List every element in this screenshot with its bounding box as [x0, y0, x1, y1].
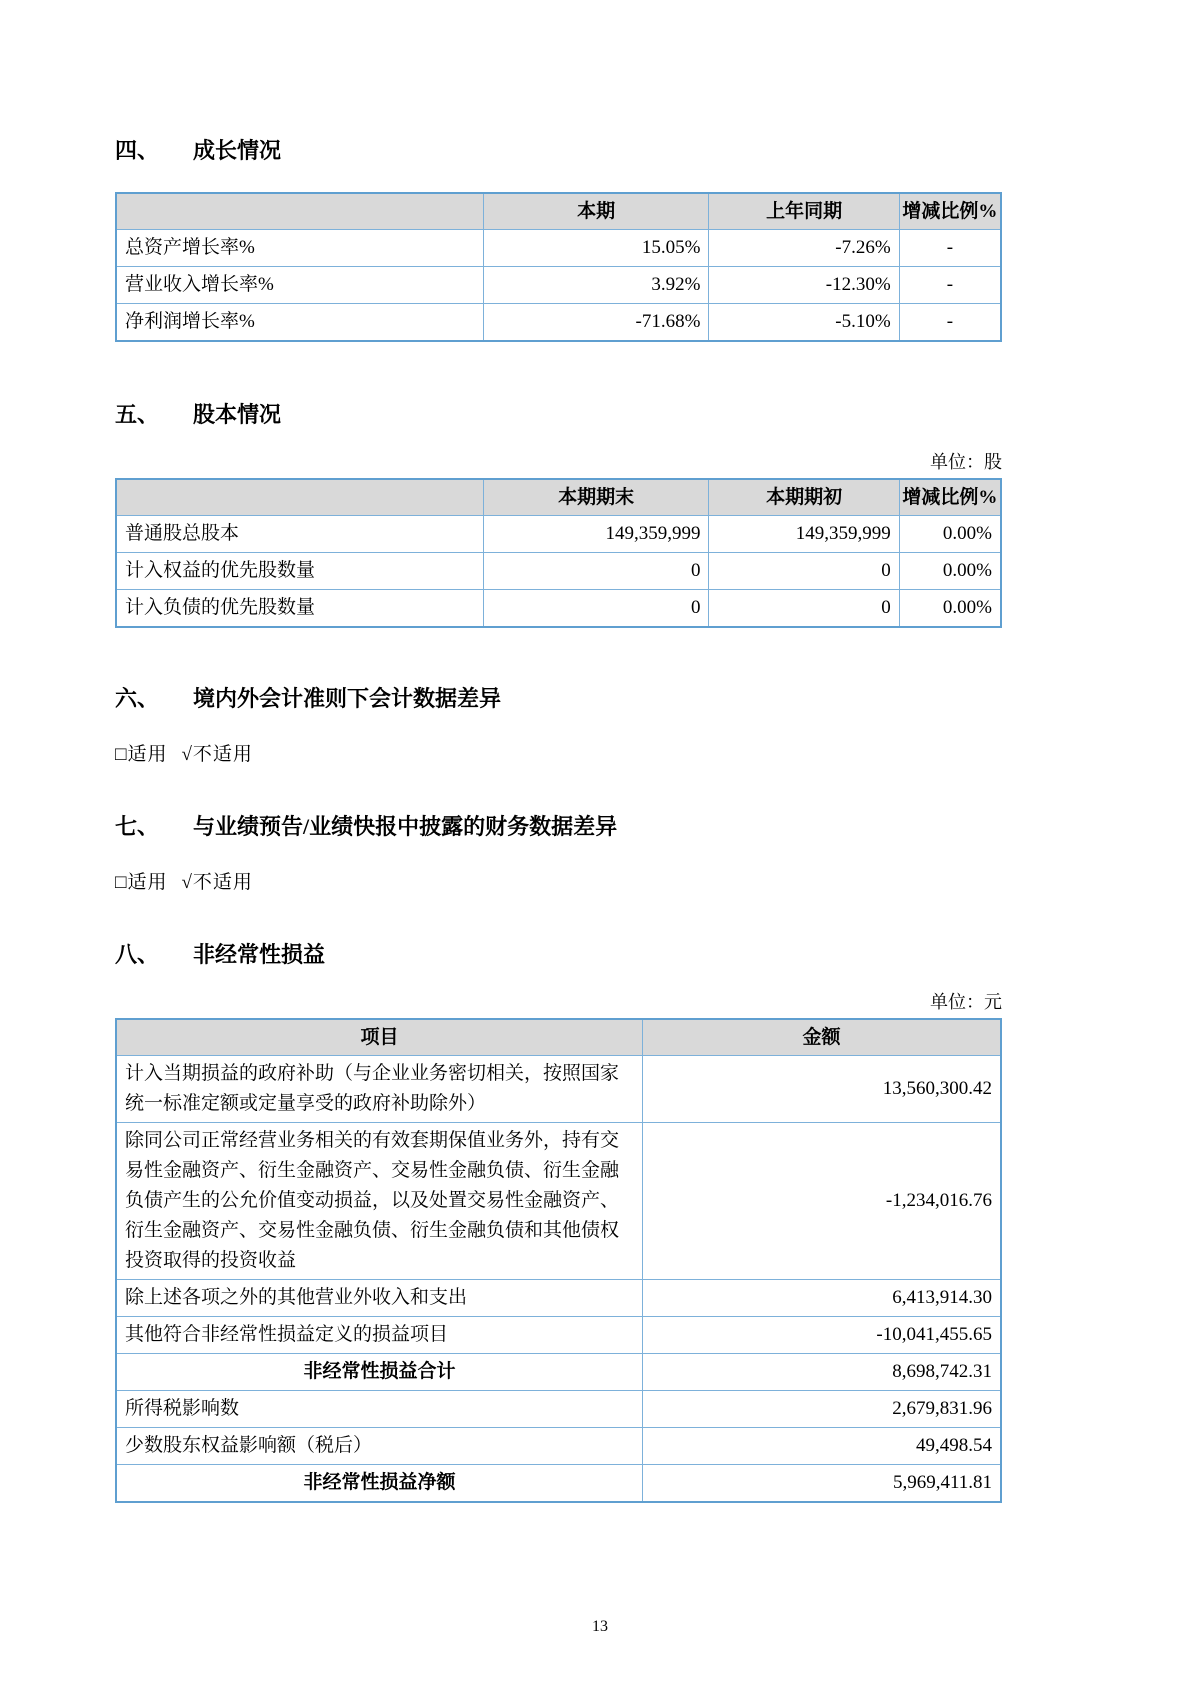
nonrecurring-row-label: 其他符合非经常性损益定义的损益项目 [116, 1317, 643, 1354]
share-row-begin: 0 [709, 553, 899, 590]
section-8-number: 八、 [115, 942, 160, 967]
section-6-number: 六、 [115, 686, 160, 711]
section-4-number: 四、 [115, 138, 160, 163]
section-5-number: 五、 [115, 402, 160, 427]
share-row-change: 0.00% [899, 516, 1001, 553]
nonrecurring-table-row [116, 1465, 1001, 1503]
section-5-heading [115, 400, 1002, 430]
nonrecurring-table-row [116, 1354, 1001, 1391]
share-header-change: 增减比例% [899, 479, 1001, 516]
nonrecurring-table-row [116, 1428, 1001, 1465]
nonrecurring-row-amount: 2,679,831.96 [643, 1391, 1001, 1428]
nonrecurring-table-header-row [116, 1019, 1001, 1056]
section-7-number: 七、 [115, 814, 160, 839]
growth-header-prior: 上年同期 [709, 193, 899, 230]
section-8-heading [115, 940, 1002, 970]
nonrecurring-row-amount: 5,969,411.81 [643, 1465, 1001, 1503]
section-6-title: 境内外会计准则下会计数据差异 [193, 686, 502, 711]
growth-table [115, 192, 1002, 342]
growth-row-current: -71.68% [483, 304, 709, 342]
nonrecurring-row-label: 非经常性损益净额 [116, 1465, 643, 1503]
section-7-title: 与业绩预告/业绩快报中披露的财务数据差异 [193, 814, 618, 839]
share-row-label: 普通股总股本 [116, 516, 483, 553]
section-5-title: 股本情况 [193, 402, 282, 427]
growth-row-change: - [899, 230, 1001, 267]
growth-header-change: 增减比例% [899, 193, 1001, 230]
share-row-label: 计入权益的优先股数量 [116, 553, 483, 590]
nonrecurring-row-label: 除上述各项之外的其他营业外收入和支出 [116, 1280, 643, 1317]
share-header-begin: 本期期初 [709, 479, 899, 516]
section-4-heading [115, 136, 1002, 166]
growth-row-prior: -5.10% [709, 304, 899, 342]
nonrecurring-table-row [116, 1056, 1001, 1123]
growth-row-current: 3.92% [483, 267, 709, 304]
share-row-begin: 0 [709, 590, 899, 628]
share-header-empty [116, 479, 483, 516]
growth-row-change: - [899, 267, 1001, 304]
share-row-end: 0 [483, 590, 709, 628]
share-row-change: 0.00% [899, 553, 1001, 590]
nonrecurring-header-amount: 金额 [643, 1019, 1001, 1056]
nonrecurring-table-row [116, 1391, 1001, 1428]
nonrecurring-row-amount: 6,413,914.30 [643, 1280, 1001, 1317]
nonrecurring-row-amount: 8,698,742.31 [643, 1354, 1001, 1391]
share-table-row [116, 590, 1001, 628]
growth-header-empty [116, 193, 483, 230]
share-row-label: 计入负债的优先股数量 [116, 590, 483, 628]
share-table-row [116, 516, 1001, 553]
growth-table-row [116, 230, 1001, 267]
nonrecurring-row-amount: -1,234,016.76 [643, 1123, 1001, 1280]
not-applicable-checked-option: √不适用 [181, 744, 253, 765]
nonrecurring-table-unit: 单位：元 [930, 992, 1002, 1012]
share-row-change: 0.00% [899, 590, 1001, 628]
section-6-applicability [115, 742, 1002, 768]
not-applicable-checked-option: √不适用 [181, 872, 253, 893]
nonrecurring-row-amount: 49,498.54 [643, 1428, 1001, 1465]
nonrecurring-table [115, 1018, 1002, 1503]
section-8-title: 非经常性损益 [193, 942, 326, 967]
growth-table-row [116, 304, 1001, 342]
growth-table-row [116, 267, 1001, 304]
share-row-begin: 149,359,999 [709, 516, 899, 553]
nonrecurring-row-label: 所得税影响数 [116, 1391, 643, 1428]
nonrecurring-row-label: 计入当期损益的政府补助（与企业业务密切相关，按照国家统一标准定额或定量享受的政府补助除外） [116, 1056, 643, 1123]
growth-header-current: 本期 [483, 193, 709, 230]
share-table-header-row [116, 479, 1001, 516]
nonrecurring-table-row [116, 1317, 1001, 1354]
nonrecurring-row-amount: -10,041,455.65 [643, 1317, 1001, 1354]
nonrecurring-row-label: 除同公司正常经营业务相关的有效套期保值业务外，持有交易性金融资产、衍生金融资产、交易性金融负债、衍生金融负债产生的公允价值变动损益，以及处置交易性金融资产、衍生金融资产、交易性金融负债、衍生金融负债和其他债权投资取得的投资收益 [116, 1123, 643, 1280]
growth-row-label: 总资产增长率% [116, 230, 483, 267]
share-table [115, 478, 1002, 628]
growth-row-change: - [899, 304, 1001, 342]
applicable-checkbox-option: □适用 [115, 744, 168, 765]
nonrecurring-table-row [116, 1123, 1001, 1280]
section-7-applicability [115, 870, 1002, 896]
section-6-heading [115, 684, 1002, 714]
share-table-unit: 单位：股 [930, 452, 1002, 472]
share-table-row [116, 553, 1001, 590]
share-row-end: 0 [483, 553, 709, 590]
section-7-heading [115, 812, 1002, 842]
growth-row-prior: -7.26% [709, 230, 899, 267]
growth-row-label: 营业收入增长率% [116, 267, 483, 304]
page-number: 13 [592, 1618, 608, 1635]
nonrecurring-row-label: 少数股东权益影响额（税后） [116, 1428, 643, 1465]
growth-row-current: 15.05% [483, 230, 709, 267]
nonrecurring-header-item: 项目 [116, 1019, 643, 1056]
share-header-end: 本期期末 [483, 479, 709, 516]
share-row-end: 149,359,999 [483, 516, 709, 553]
section-4-title: 成长情况 [193, 138, 282, 163]
growth-row-label: 净利润增长率% [116, 304, 483, 342]
growth-table-header-row [116, 193, 1001, 230]
growth-row-prior: -12.30% [709, 267, 899, 304]
nonrecurring-row-label: 非经常性损益合计 [116, 1354, 643, 1391]
nonrecurring-table-row [116, 1280, 1001, 1317]
applicable-checkbox-option: □适用 [115, 872, 168, 893]
nonrecurring-row-amount: 13,560,300.42 [643, 1056, 1001, 1123]
